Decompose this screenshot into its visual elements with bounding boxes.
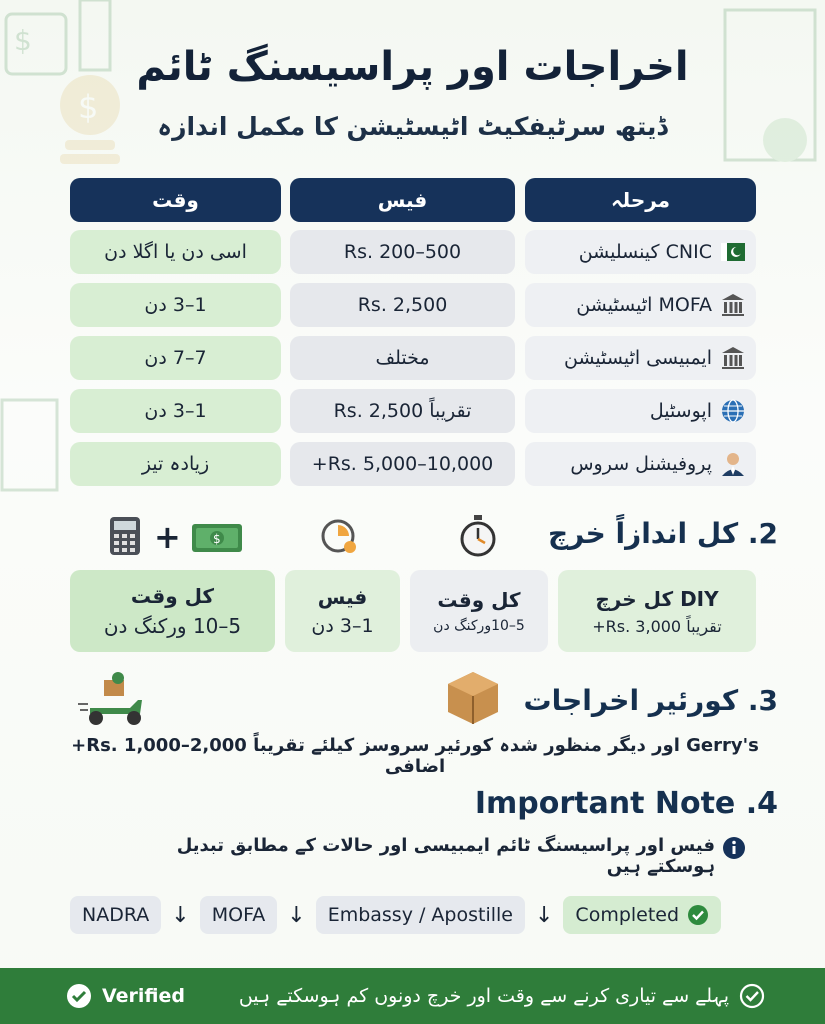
- flow-arrow: ↓: [534, 902, 554, 928]
- document-decoration-icon: [0, 390, 70, 500]
- footer-message: [239, 983, 765, 1009]
- speed-clock-icon: [320, 515, 360, 557]
- table-cell-time: 1–3 دن: [70, 283, 281, 327]
- certificate-decoration-icon: [715, 0, 825, 200]
- flow-arrow: ↓: [171, 902, 190, 928]
- table-row-stage: [525, 336, 756, 380]
- column-header-fee: فیس: [290, 178, 515, 222]
- table-cell-time: 7–7 دن: [70, 336, 281, 380]
- flow-step-nadra: [70, 896, 161, 934]
- note-description: فیس اور پراسیسنگ ٹائم ایمبیسی اور حالات کے مطابق تبدیل ہوسکتے ہیں: [176, 835, 715, 877]
- table-cell-stage: پروفیشنل سروس: [570, 453, 712, 475]
- flow-step-label: Embassy / Apostille: [327, 904, 513, 926]
- plus-sign: +: [154, 518, 181, 556]
- process-flow: [70, 895, 775, 935]
- embassy-building-icon: [720, 345, 746, 371]
- table-cell-fee: Rs. 200–500: [290, 230, 515, 274]
- courier-heading: 3. کورئیر اخراجات: [523, 684, 778, 717]
- overall-time-box: [70, 570, 275, 652]
- page-title: اخراجات اور پراسیسنگ ٹائم: [136, 44, 689, 90]
- footer-message-text: پہلے سے تیاری کرنے سے وقت اور خرچ دونوں کم ہوسکتے ہیں: [238, 985, 729, 1007]
- column-header-stage: مرحلہ: [525, 178, 756, 222]
- total-time-value: 5–10ورکنگ دن: [433, 618, 525, 634]
- info-icon: [722, 836, 746, 860]
- table-row-stage: [525, 283, 756, 327]
- courier-description: Gerry's اور دیگر منظور شدہ کورئیر سروسز کیلئے تقریباً Rs. 1,000–2,000+ اضافی: [71, 735, 759, 777]
- flow-step-label: MOFA: [211, 904, 266, 926]
- verified-label: Verified: [102, 985, 186, 1007]
- total-time-label: کل وقت: [437, 588, 521, 612]
- package-box-icon: [444, 668, 502, 726]
- svg-text:$: $: [213, 532, 221, 546]
- diy-cost-value: تقریباً Rs. 3,000+: [592, 616, 722, 636]
- flow-step-mofa: [200, 896, 278, 934]
- svg-text:$: $: [78, 88, 99, 126]
- note-heading: Important Note .4: [474, 786, 778, 821]
- overall-time-value: 5–10 ورکنگ دن: [103, 614, 242, 638]
- table-cell-stage: ایمبیسی اٹیسٹیشن: [564, 347, 712, 369]
- table-cell-time: زیادہ تیز: [70, 442, 281, 486]
- fee-box: [285, 570, 400, 652]
- table-cell-fee: تقریباً Rs. 2,500: [290, 389, 515, 433]
- fee-label: فیس: [317, 585, 368, 609]
- verified-badge: [66, 983, 185, 1009]
- verified-seal-icon: [66, 983, 92, 1009]
- diy-cost-label: DIY کل خرچ: [595, 586, 719, 611]
- footer-bar: [0, 968, 825, 1024]
- government-building-icon: [720, 292, 746, 318]
- fee-value: 1–3 دن: [311, 615, 374, 637]
- flow-step-embassy: [316, 896, 525, 934]
- pakistan-flag-icon: [720, 239, 746, 265]
- totals-heading: 2. کل اندازاً خرچ: [547, 517, 778, 550]
- total-time-box: [410, 570, 548, 652]
- flow-step-label: NADRA: [82, 904, 150, 926]
- table-cell-stage: MOFA اٹیسٹیشن: [576, 294, 712, 316]
- calculator-icon: [108, 515, 142, 557]
- svg-text:$: $: [14, 24, 32, 57]
- table-cell-fee: Rs. 5,000–10,000+: [290, 442, 515, 486]
- professional-person-icon: [720, 451, 746, 477]
- delivery-scooter-icon: [78, 670, 150, 728]
- diy-cost-box: [558, 570, 756, 652]
- table-row-stage: [525, 442, 756, 486]
- flow-step-label: Completed: [575, 904, 680, 926]
- check-circle-outline-icon: [739, 983, 765, 1009]
- table-cell-time: 1–3 دن: [70, 389, 281, 433]
- column-header-time: وقت: [70, 178, 281, 222]
- table-cell-fee: Rs. 2,500: [290, 283, 515, 327]
- flow-step-completed: [563, 896, 721, 934]
- table-cell-stage: اپوسٹیل: [649, 400, 712, 422]
- overall-time-label: کل وقت: [130, 584, 215, 608]
- flow-arrow: ↓: [287, 902, 306, 928]
- table-row-stage: [525, 230, 756, 274]
- page-subtitle: ڈیتھ سرٹیفکیٹ اٹیسٹیشن کا مکمل اندازہ: [157, 112, 668, 141]
- check-circle-icon: [687, 904, 709, 926]
- cash-money-icon: [190, 518, 244, 556]
- table-cell-stage: CNIC کینسلیشن: [578, 241, 712, 263]
- table-cell-time: اسی دن یا اگلا دن: [70, 230, 281, 274]
- globe-icon: [720, 398, 746, 424]
- table-cell-fee: مختلف: [290, 336, 515, 380]
- stopwatch-icon: [458, 514, 498, 558]
- table-row-stage: [525, 389, 756, 433]
